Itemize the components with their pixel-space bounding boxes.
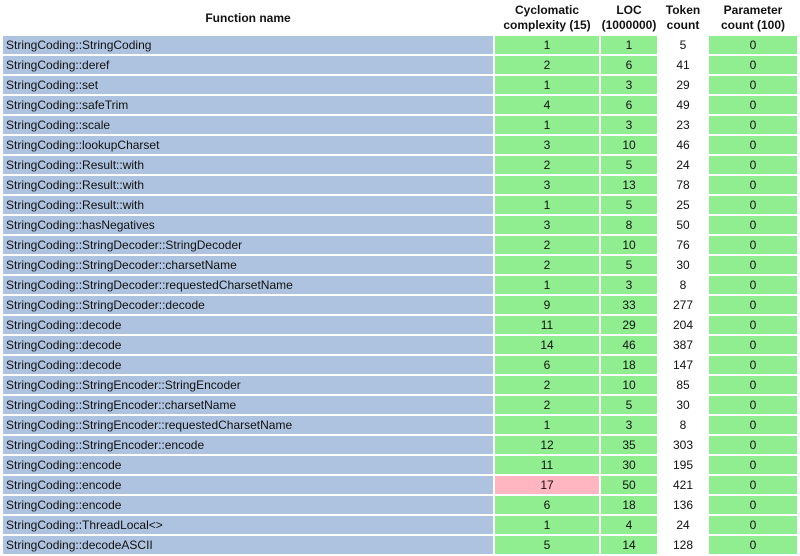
token-count-cell: 5 [659,36,707,54]
function-name-cell: StringCoding::decodeASCII [3,536,493,554]
parameter-count-cell: 0 [709,376,797,394]
loc-cell: 10 [601,236,657,254]
function-name-cell: StringCoding::StringDecoder::charsetName [3,256,493,274]
cyclomatic-complexity-cell: 2 [495,256,599,274]
table-row [3,416,797,434]
header-cyclomatic-line1: Cyclomatic [514,3,580,17]
table-row [3,396,797,414]
function-name-cell: StringCoding::encode [3,476,493,494]
function-name-cell: StringCoding::hasNegatives [3,216,493,234]
table-row [3,336,797,354]
token-count-cell: 46 [659,136,707,154]
function-name-cell: StringCoding::decode [3,336,493,354]
token-count-cell: 76 [659,236,707,254]
table-row [3,516,797,534]
parameter-count-cell: 0 [709,516,797,534]
token-count-cell: 421 [659,476,707,494]
parameter-count-cell: 0 [709,216,797,234]
cyclomatic-complexity-cell: 5 [495,536,599,554]
function-name-cell: StringCoding::encode [3,496,493,514]
parameter-count-cell: 0 [709,196,797,214]
cyclomatic-complexity-cell: 4 [495,96,599,114]
parameter-count-cell: 0 [709,336,797,354]
header-param-line1: Parameter [723,3,783,17]
function-name-cell: StringCoding::deref [3,56,493,74]
loc-cell: 10 [601,376,657,394]
table-row [3,276,797,294]
token-count-cell: 78 [659,176,707,194]
function-name-cell: StringCoding::StringDecoder::requestedCharsetName [3,276,493,294]
function-name-cell: StringCoding::lookupCharset [3,136,493,154]
cyclomatic-complexity-cell: 1 [495,416,599,434]
table-row [3,236,797,254]
table-body [3,36,797,554]
header-loc-line1: LOC [616,3,642,17]
table-row [3,376,797,394]
loc-cell: 3 [601,276,657,294]
function-name-cell: StringCoding::decode [3,316,493,334]
function-name-cell: StringCoding::Result::with [3,156,493,174]
parameter-count-cell: 0 [709,496,797,514]
cyclomatic-complexity-cell: 2 [495,56,599,74]
token-count-cell: 147 [659,356,707,374]
function-name-cell: StringCoding::StringDecoder::decode [3,296,493,314]
function-name-cell: StringCoding::StringCoding [3,36,493,54]
table-row [3,136,797,154]
loc-cell: 35 [601,436,657,454]
function-name-cell: StringCoding::set [3,76,493,94]
parameter-count-cell: 0 [709,436,797,454]
parameter-count-cell: 0 [709,316,797,334]
loc-cell: 8 [601,216,657,234]
header-row [3,2,797,34]
header-token-line2: count [666,18,700,32]
cyclomatic-complexity-cell: 2 [495,396,599,414]
header-token-count [659,2,707,34]
loc-cell: 4 [601,516,657,534]
loc-cell: 3 [601,416,657,434]
loc-cell: 18 [601,356,657,374]
cyclomatic-complexity-cell: 9 [495,296,599,314]
function-name-cell: StringCoding::scale [3,116,493,134]
loc-cell: 1 [601,36,657,54]
table-row [3,76,797,94]
loc-cell: 29 [601,316,657,334]
cyclomatic-complexity-cell: 6 [495,356,599,374]
parameter-count-cell: 0 [709,396,797,414]
parameter-count-cell: 0 [709,76,797,94]
function-name-cell: StringCoding::StringEncoder::charsetName [3,396,493,414]
token-count-cell: 23 [659,116,707,134]
loc-cell: 10 [601,136,657,154]
token-count-cell: 277 [659,296,707,314]
cyclomatic-complexity-cell: 2 [495,376,599,394]
table-row [3,456,797,474]
loc-cell: 3 [601,116,657,134]
parameter-count-cell: 0 [709,236,797,254]
cyclomatic-complexity-cell: 1 [495,36,599,54]
loc-cell: 6 [601,96,657,114]
header-cyclomatic-line2: complexity (15) [503,18,591,32]
function-name-cell: StringCoding::Result::with [3,176,493,194]
token-count-cell: 25 [659,196,707,214]
loc-cell: 5 [601,196,657,214]
function-name-cell: StringCoding::StringEncoder::encode [3,436,493,454]
loc-cell: 33 [601,296,657,314]
loc-cell: 30 [601,456,657,474]
parameter-count-cell: 0 [709,36,797,54]
token-count-cell: 136 [659,496,707,514]
table-row [3,176,797,194]
header-loc-line2: (1000000) [601,18,657,32]
loc-cell: 6 [601,56,657,74]
cyclomatic-complexity-cell: 6 [495,496,599,514]
header-loc [601,2,657,34]
token-count-cell: 49 [659,96,707,114]
table-row [3,476,797,494]
token-count-cell: 29 [659,76,707,94]
cyclomatic-complexity-cell: 2 [495,156,599,174]
header-function-name-label: Function name [205,10,291,25]
cyclomatic-complexity-cell: 1 [495,276,599,294]
token-count-cell: 30 [659,396,707,414]
token-count-cell: 195 [659,456,707,474]
loc-cell: 13 [601,176,657,194]
table-row [3,256,797,274]
parameter-count-cell: 0 [709,56,797,74]
parameter-count-cell: 0 [709,296,797,314]
loc-cell: 5 [601,396,657,414]
cyclomatic-complexity-cell: 17 [495,476,599,494]
parameter-count-cell: 0 [709,476,797,494]
token-count-cell: 24 [659,156,707,174]
token-count-cell: 24 [659,516,707,534]
cyclomatic-complexity-cell: 1 [495,516,599,534]
token-count-cell: 30 [659,256,707,274]
parameter-count-cell: 0 [709,136,797,154]
table-row [3,196,797,214]
loc-cell: 5 [601,156,657,174]
function-name-cell: StringCoding::Result::with [3,196,493,214]
token-count-cell: 85 [659,376,707,394]
cyclomatic-complexity-cell: 12 [495,436,599,454]
table-row [3,216,797,234]
token-count-cell: 41 [659,56,707,74]
cyclomatic-complexity-cell: 3 [495,216,599,234]
parameter-count-cell: 0 [709,356,797,374]
cyclomatic-complexity-cell: 3 [495,136,599,154]
table-row [3,96,797,114]
table-row [3,436,797,454]
table-header [3,2,797,34]
loc-cell: 50 [601,476,657,494]
table-row [3,156,797,174]
loc-cell: 3 [601,76,657,94]
cyclomatic-complexity-cell: 3 [495,176,599,194]
header-parameter-count [709,2,797,34]
parameter-count-cell: 0 [709,536,797,554]
table-row [3,316,797,334]
token-count-cell: 50 [659,216,707,234]
header-cyclomatic-complexity [495,2,599,34]
function-metrics-table [1,0,799,556]
cyclomatic-complexity-cell: 11 [495,316,599,334]
header-param-line2: count (100) [720,18,785,32]
token-count-cell: 128 [659,536,707,554]
function-name-cell: StringCoding::StringDecoder::StringDecoder [3,236,493,254]
table-row [3,56,797,74]
parameter-count-cell: 0 [709,276,797,294]
table-row [3,496,797,514]
function-name-cell: StringCoding::StringEncoder::requestedCharsetName [3,416,493,434]
loc-cell: 18 [601,496,657,514]
parameter-count-cell: 0 [709,116,797,134]
cyclomatic-complexity-cell: 1 [495,76,599,94]
header-function-name [3,2,493,34]
header-token-line1: Token [665,3,701,17]
parameter-count-cell: 0 [709,416,797,434]
parameter-count-cell: 0 [709,96,797,114]
cyclomatic-complexity-cell: 14 [495,336,599,354]
table-row [3,116,797,134]
loc-cell: 14 [601,536,657,554]
parameter-count-cell: 0 [709,256,797,274]
cyclomatic-complexity-cell: 1 [495,196,599,214]
token-count-cell: 387 [659,336,707,354]
function-name-cell: StringCoding::ThreadLocal<> [3,516,493,534]
function-name-cell: StringCoding::safeTrim [3,96,493,114]
cyclomatic-complexity-cell: 11 [495,456,599,474]
token-count-cell: 8 [659,276,707,294]
function-name-cell: StringCoding::encode [3,456,493,474]
table-row [3,356,797,374]
cyclomatic-complexity-cell: 2 [495,236,599,254]
parameter-count-cell: 0 [709,456,797,474]
parameter-count-cell: 0 [709,176,797,194]
token-count-cell: 204 [659,316,707,334]
function-name-cell: StringCoding::StringEncoder::StringEncoder [3,376,493,394]
cyclomatic-complexity-cell: 1 [495,116,599,134]
function-name-cell: StringCoding::decode [3,356,493,374]
loc-cell: 5 [601,256,657,274]
table-row [3,36,797,54]
table-row [3,296,797,314]
parameter-count-cell: 0 [709,156,797,174]
token-count-cell: 303 [659,436,707,454]
table-row [3,536,797,554]
loc-cell: 46 [601,336,657,354]
token-count-cell: 8 [659,416,707,434]
